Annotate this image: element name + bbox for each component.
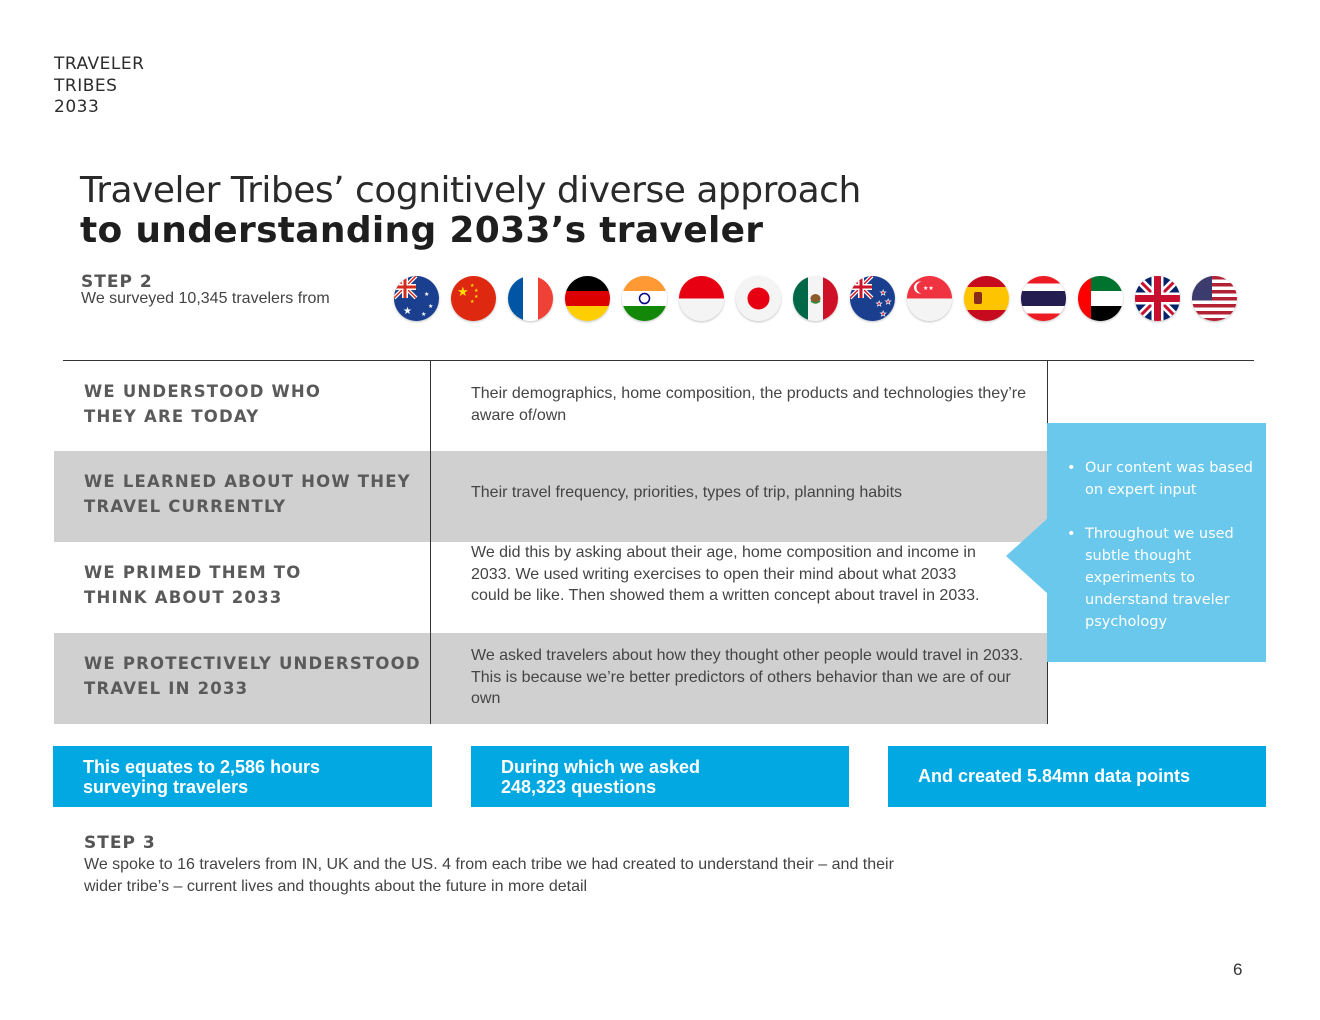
row-description: We did this by asking about their age, home composition and income in 2033. We used writing exercises to open their mind about what 2033 could be like. Then showed them a written concept about travel in 2033. bbox=[471, 544, 980, 605]
stat-box-hours bbox=[53, 746, 432, 807]
svg-text:★: ★ bbox=[457, 285, 469, 300]
uk-flag-icon bbox=[1135, 276, 1180, 321]
row-description: Their travel frequency, priorities, types of trip, planning habits bbox=[471, 484, 903, 501]
row-description: We asked travelers about how they thought other people would travel in 2033. This is because we’re better predictors of others behavior than we are of our own bbox=[471, 647, 1024, 708]
row-heading bbox=[84, 469, 424, 519]
table-row bbox=[54, 542, 1048, 633]
brand-line-3: 2033 bbox=[54, 97, 100, 117]
row-heading-line-1: WE PRIMED THEM TO bbox=[84, 563, 302, 582]
row-heading-line-1: WE LEARNED ABOUT HOW THEY bbox=[84, 472, 411, 491]
china-flag-icon bbox=[451, 276, 496, 321]
svg-text:★: ★ bbox=[474, 294, 479, 300]
france-flag-icon bbox=[508, 276, 553, 321]
stat-box-data-points bbox=[888, 746, 1266, 807]
expert-input-callout bbox=[1047, 423, 1266, 662]
svg-text:★: ★ bbox=[470, 299, 475, 305]
svg-text:★: ★ bbox=[880, 289, 887, 297]
usa-flag-icon bbox=[1192, 276, 1237, 321]
japan-flag-icon bbox=[736, 276, 781, 321]
step-3-label: STEP 3 bbox=[84, 833, 156, 853]
country-flags bbox=[394, 276, 1244, 322]
step-2-label: STEP 2 bbox=[81, 272, 153, 292]
callout-item: • Throughout we used subtle thought experiments to understand traveler psychology bbox=[1067, 523, 1257, 633]
step-2-text: We surveyed 10,345 travelers from bbox=[81, 290, 330, 307]
uae-flag-icon bbox=[1078, 276, 1123, 321]
new-zealand-flag-icon bbox=[850, 276, 895, 321]
stat-line-2: 248,323 questions bbox=[501, 777, 657, 797]
page-title-line-2: to understanding 2033’s traveler bbox=[80, 210, 764, 251]
row-heading-line-1: WE PROTECTIVELY UNDERSTOOD bbox=[84, 654, 421, 673]
svg-text:★: ★ bbox=[880, 310, 887, 318]
singapore-flag-icon bbox=[907, 276, 952, 321]
table-row bbox=[54, 361, 1048, 452]
svg-text:★: ★ bbox=[424, 291, 430, 298]
row-heading bbox=[84, 379, 424, 429]
table-row bbox=[54, 451, 1048, 542]
brand-line-2: TRIBES bbox=[54, 75, 118, 96]
callout-list bbox=[1067, 457, 1257, 655]
svg-text:★: ★ bbox=[403, 306, 412, 317]
row-heading bbox=[84, 651, 424, 701]
stat-line-1: During which we asked bbox=[501, 757, 701, 777]
row-heading-line-2: TRAVEL IN 2033 bbox=[84, 679, 249, 698]
spain-flag-icon bbox=[964, 276, 1009, 321]
svg-text:★: ★ bbox=[428, 303, 434, 310]
step-3-text: We spoke to 16 travelers from IN, UK and the US. 4 from each tribe we had created to understand their – and their wider tribe’s – current lives and thoughts about the future in more detail bbox=[84, 856, 894, 895]
india-flag-icon bbox=[622, 276, 667, 321]
row-heading-line-1: WE UNDERSTOOD WHO bbox=[84, 382, 322, 401]
row-heading-line-2: THINK ABOUT 2033 bbox=[84, 588, 283, 607]
row-heading bbox=[84, 560, 424, 610]
table-row bbox=[54, 633, 1048, 724]
mexico-flag-icon bbox=[793, 276, 838, 321]
table-column-divider bbox=[430, 361, 431, 724]
stat-line-2: surveying travelers bbox=[83, 777, 249, 797]
page-title-line-1: Traveler Tribes’ cognitively diverse approach bbox=[80, 170, 861, 211]
thailand-flag-icon bbox=[1021, 276, 1066, 321]
germany-flag-icon bbox=[565, 276, 610, 321]
brand-line-1: TRAVELER bbox=[54, 54, 145, 74]
svg-text:★: ★ bbox=[885, 298, 892, 306]
svg-text:★: ★ bbox=[474, 288, 479, 294]
stat-text bbox=[83, 757, 403, 797]
row-heading-line-2: TRAVEL CURRENTLY bbox=[84, 497, 287, 516]
australia-flag-icon bbox=[394, 276, 439, 321]
stat-text bbox=[501, 757, 821, 797]
row-heading-line-2: THEY ARE TODAY bbox=[84, 407, 260, 426]
svg-text:★: ★ bbox=[421, 311, 427, 318]
row-description: Their demographics, home composition, the products and technologies they’re aware of/own bbox=[471, 385, 1026, 424]
stat-box-questions bbox=[471, 746, 849, 807]
stat-line-1: This equates to 2,586 hours bbox=[83, 757, 321, 777]
stat-text bbox=[918, 766, 1238, 786]
brand-logo-text bbox=[54, 54, 144, 119]
svg-text:★: ★ bbox=[876, 300, 883, 308]
svg-text:★: ★ bbox=[470, 283, 475, 289]
callout-pointer bbox=[1006, 518, 1048, 594]
stat-line-1: And created 5.84mn data points bbox=[918, 766, 1191, 786]
page-number: 6 bbox=[1233, 960, 1243, 979]
callout-item: • Our content was based on expert input bbox=[1067, 457, 1257, 501]
svg-text:★★: ★★ bbox=[923, 285, 934, 292]
indonesia-flag-icon bbox=[679, 276, 724, 321]
